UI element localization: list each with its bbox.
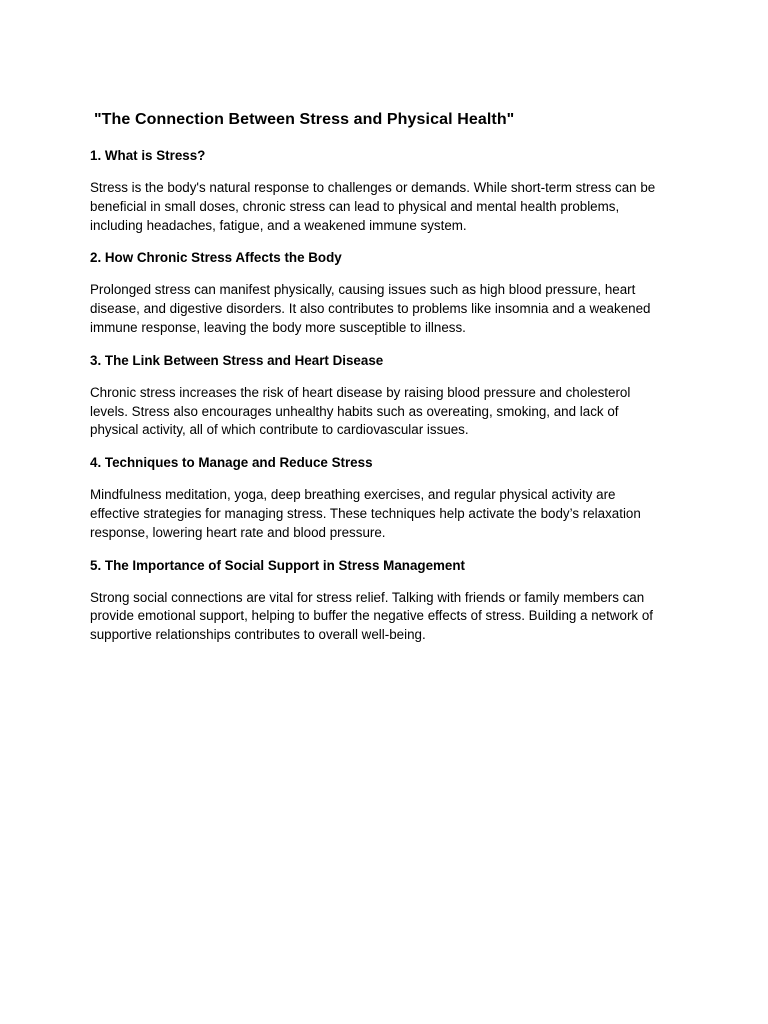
section-paragraph: Stress is the body's natural response to challenges or demands. While short-term stress can be beneficial in small doses, chronic stress can lead to physical and mental health problems, including headaches, fatigue, and a weakened immune system. bbox=[90, 180, 656, 233]
section-heading: 5. The Importance of Social Support in Stress Management bbox=[90, 557, 466, 573]
section-heading: 4. Techniques to Manage and Reduce Stress bbox=[90, 455, 373, 471]
section-heading: 3. The Link Between Stress and Heart Disease bbox=[90, 352, 384, 368]
section-heading: 2. How Chronic Stress Affects the Body bbox=[90, 250, 342, 266]
document-title: "The Connection Between Stress and Physical Health" bbox=[94, 111, 515, 128]
section-paragraph: Chronic stress increases the risk of heart disease by raising blood pressure and cholesterol levels. Stress also encourages unhealthy habits such as overeating, smoking, and lack of physical activity, all of which contribute to cardiovascular issues. bbox=[90, 384, 631, 438]
section-chronic-stress-body bbox=[90, 249, 690, 337]
section-what-is-stress bbox=[90, 147, 690, 235]
document-page bbox=[90, 109, 690, 659]
section-stress-heart-disease bbox=[90, 352, 690, 440]
section-paragraph: Prolonged stress can manifest physically, causing issues such as high blood pressure, heart disease, and digestive disorders. It also contributes to problems like insomnia and a weakened immune response, leaving the body more susceptible to illness. bbox=[90, 282, 651, 335]
section-paragraph: Strong social connections are vital for stress relief. Talking with friends or family members can provide emotional support, helping to buffer the negative effects of stress. Building a network of supportive relationships contributes to overall well-being. bbox=[90, 589, 653, 643]
section-heading: 1. What is Stress? bbox=[90, 148, 206, 163]
section-paragraph: Mindfulness meditation, yoga, deep breathing exercises, and regular physical activity are effective strategies for managing stress. These techniques help activate the body’s relaxation response, lowering heart rate and blood pressure. bbox=[90, 487, 641, 540]
section-social-support bbox=[90, 557, 690, 645]
section-manage-reduce-stress bbox=[90, 454, 690, 542]
